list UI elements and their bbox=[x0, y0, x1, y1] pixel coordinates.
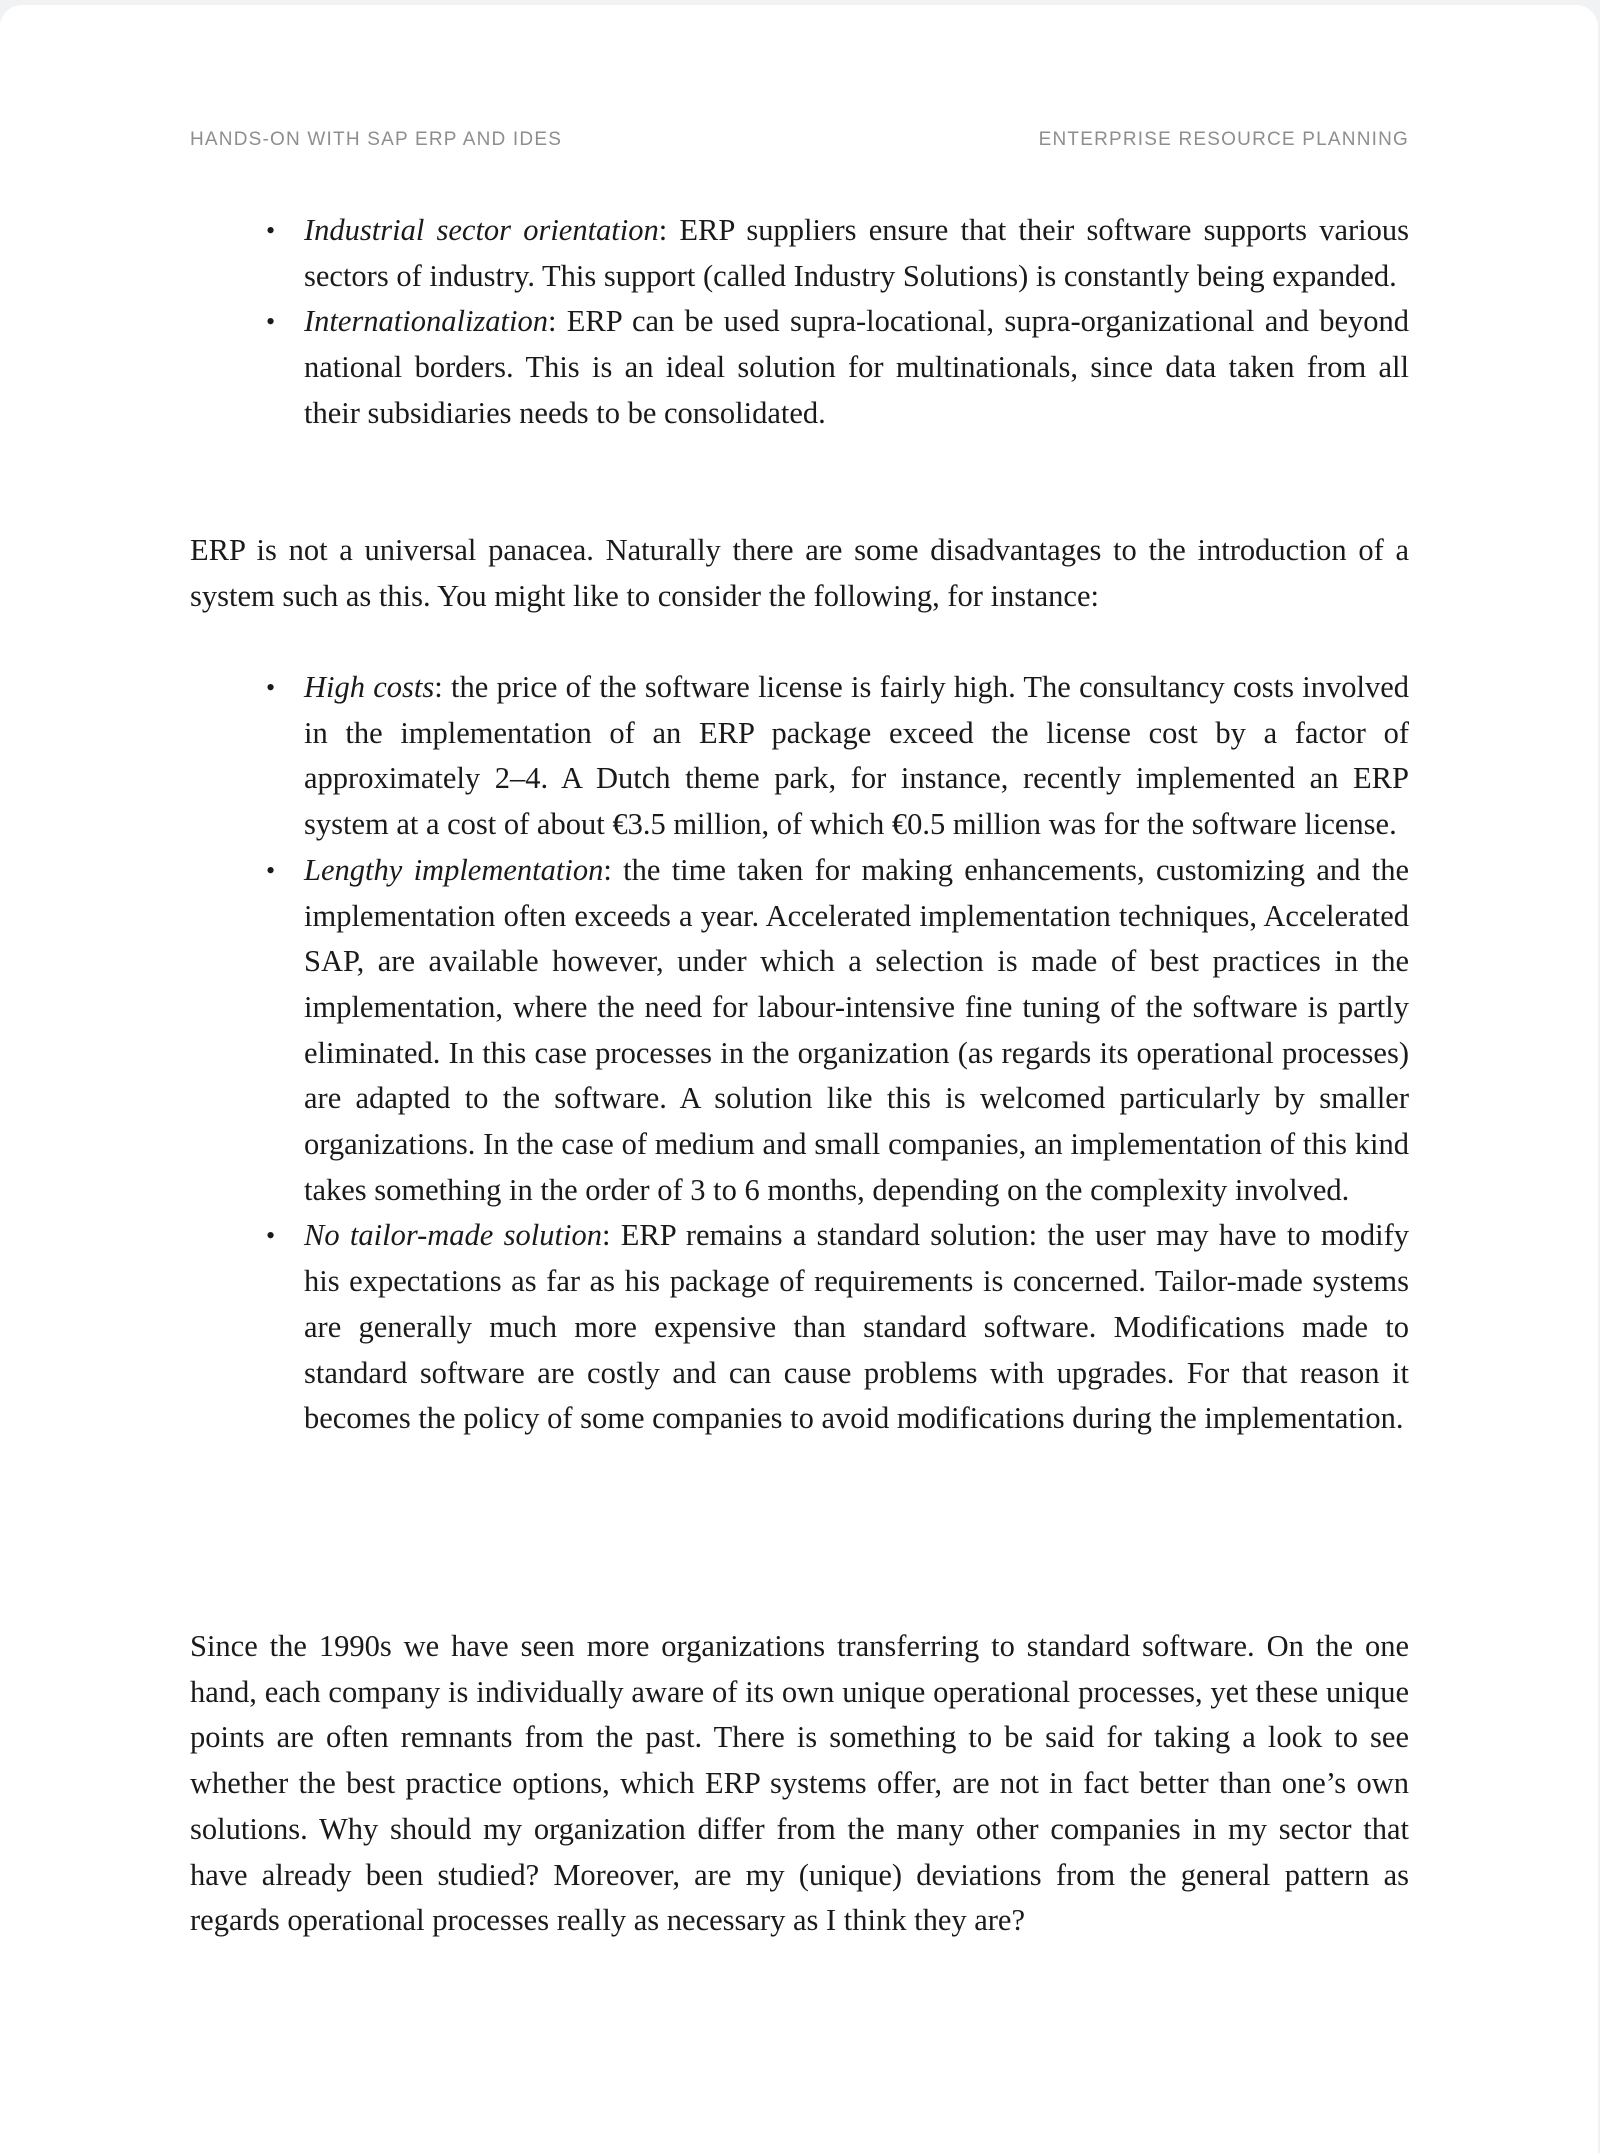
list-item-text: : the price of the software license is fairly high. The consultancy costs involved in the implementation of an ERP package exceed the license cost by a factor of approximately 2–4. A Dutch theme park, for instance, recently implemented an ERP system at a cost of about €3.5 million, of which €0.5 million was for the software license. bbox=[304, 670, 1409, 842]
bullet-icon: • bbox=[266, 307, 276, 337]
standard-software-block bbox=[190, 1624, 1409, 1944]
list-item-text: : ERP remains a standard solution: the user may have to modify his expectations as far as his package of requirements is concerned. Tailor-made systems are generally much more expensive than standard software. Modifications made to standard software are costly and can cause problems with upgrades. For that reason it becomes the policy of some companies to avoid modifications during the implementation. bbox=[304, 1218, 1409, 1436]
list-item-text: : ERP suppliers ensure that their software supports various sectors of industry. This support (called Industry Solutions) is constantly being expanded. bbox=[304, 213, 1409, 293]
disadvantages-list bbox=[190, 665, 1409, 1442]
advantages-list-block bbox=[190, 208, 1409, 437]
list-item-text: : ERP can be used supra-locational, supra-organizational and beyond national borders. This is an ideal solution for multinationals, since data taken from all their subsidiaries needs to be consolidated. bbox=[304, 304, 1409, 430]
advantages-list bbox=[190, 208, 1409, 437]
list-item bbox=[190, 1213, 1409, 1442]
list-item bbox=[190, 208, 1409, 299]
body-paragraph: Since the 1990s we have seen more organizations transferring to standard software. On the one hand, each company is individually aware of its own unique operational processes, yet these unique points are often remnants from the past. There is something to be said for taking a look to see whether the best practice options, which ERP systems offer, are not in fact better than one’s own solutions. Why should my organization differ from the many other companies in my sector that have already been studied? Moreover, are my (unique) deviations from the general pattern as regards operational processes really as necessary as I think they are? bbox=[190, 1629, 1409, 1938]
body-paragraph: ERP is not a universal panacea. Naturally there are some disadvantages to the introduction of a system such as this. You might like to consider the following, for instance: bbox=[190, 533, 1409, 613]
bullet-icon: • bbox=[266, 673, 276, 702]
bullet-icon: • bbox=[266, 216, 276, 245]
running-head-book-title: HANDS-ON WITH SAP ERP AND IDES bbox=[190, 129, 563, 150]
running-head-chapter-title: ENTERPRISE RESOURCE PLANNING bbox=[1038, 129, 1409, 150]
disadvantages-list-block bbox=[190, 665, 1409, 1442]
list-item-term: No tailor-made solution bbox=[304, 1218, 602, 1253]
bullet-icon: • bbox=[266, 855, 276, 885]
list-item bbox=[190, 848, 1409, 1214]
bullet-icon: • bbox=[266, 1221, 276, 1251]
document-page bbox=[0, 5, 1598, 2153]
list-item-text: : the time taken for making enhancements, customizing and the implementation often exceeds a year. Accelerated implementation techniques, Accelerated SAP, are available however, under which a selection is made of best practices in the implementation, where the need for labour-intensive fine tuning of the software is partly eliminated. In this case processes in the organization (as regards its operational processes) are adapted to the software. A solution like this is welcomed particularly by smaller organizations. In the case of medium and small companies, an implementation of this kind takes something in the order of 3 to 6 months, depending on the complexity involved. bbox=[304, 852, 1409, 1207]
list-item bbox=[190, 299, 1409, 436]
list-item bbox=[190, 665, 1409, 848]
list-item-term: Lengthy implementation bbox=[304, 852, 604, 887]
list-item-term: Internationalization bbox=[304, 304, 548, 339]
list-item-term: High costs bbox=[304, 670, 435, 704]
list-item-term: Industrial sector orientation bbox=[304, 213, 659, 247]
disadvantages-intro-block bbox=[190, 528, 1409, 619]
